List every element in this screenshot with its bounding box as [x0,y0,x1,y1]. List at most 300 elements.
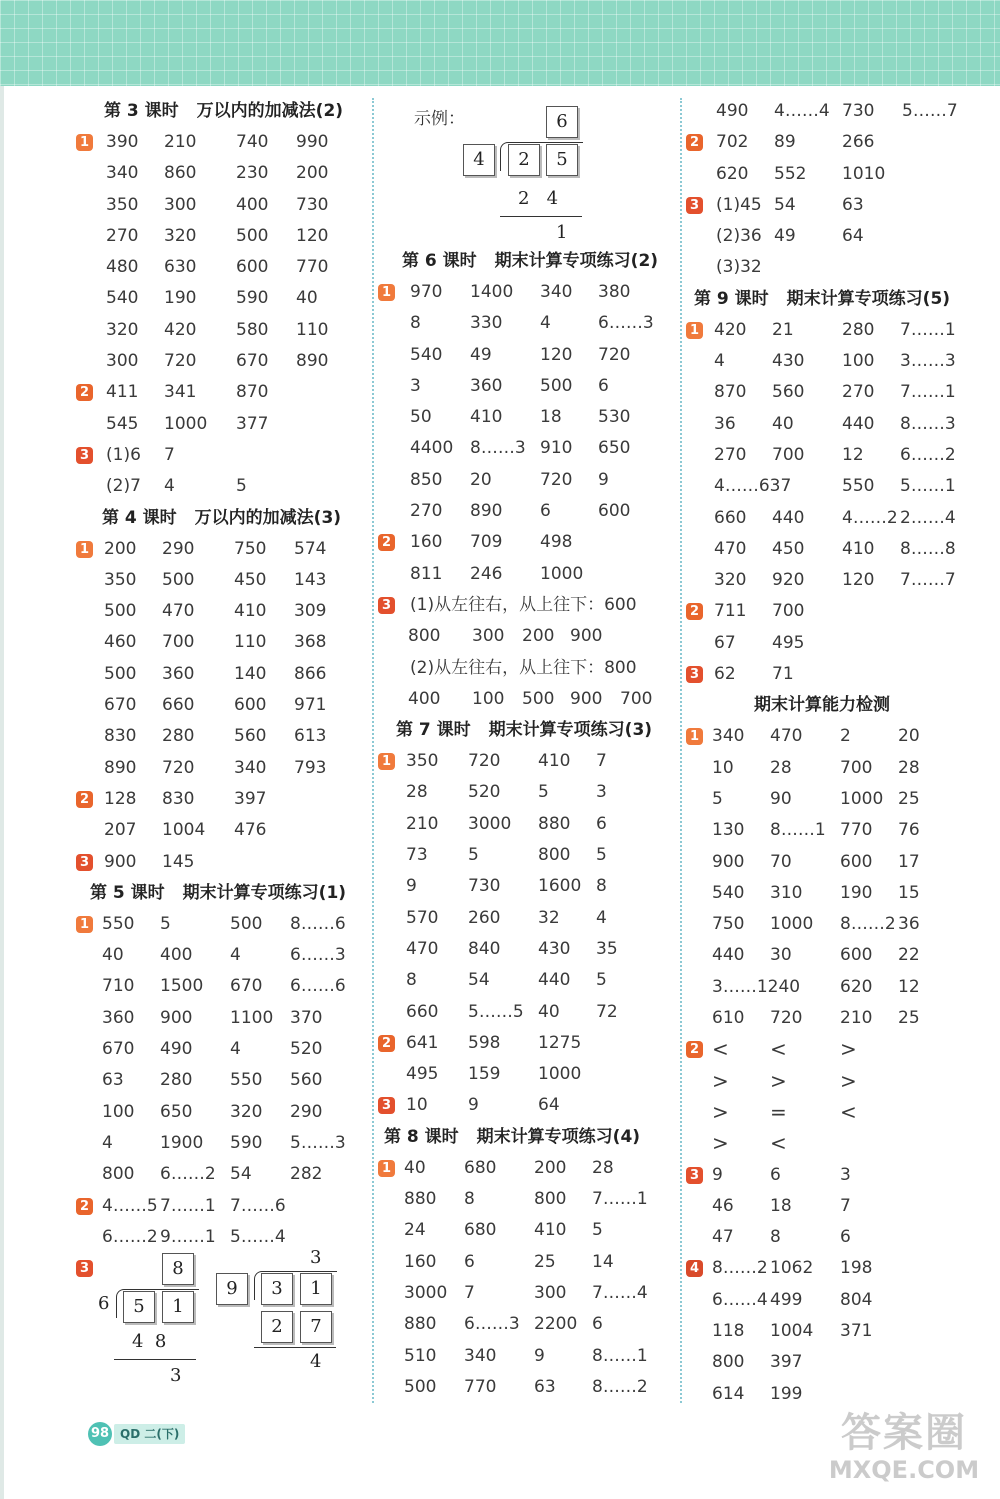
answer-cell: 730 [296,194,329,215]
lesson-8-title [378,1122,673,1153]
answer-cell: 410 [470,407,503,428]
question-number-badge: 1 [378,284,395,301]
answer-cell: 5 [712,788,723,809]
answer-cell: 540 [410,344,443,365]
answer-cell: 410 [842,538,875,559]
answer-cell: 390 [106,132,139,152]
answer-cell: 320 [164,225,197,246]
answer-row [686,440,986,471]
answer-cell: 270 [714,444,747,465]
answer-cell: 8……1 [592,1345,648,1366]
question-number-badge: 3 [686,197,703,214]
answer-cell: 9 [468,1095,479,1116]
answer-cell: 870 [714,382,747,403]
answer-cell: 270 [410,501,443,522]
top-grid-band [0,0,1000,86]
answer-cell: (2)36 [716,226,762,247]
answer-row [378,527,673,558]
answer-cell: 330 [470,313,503,334]
answer-cell: 500 [162,569,195,590]
answer-row [76,534,368,565]
answer-cell: 8……6 [290,913,346,934]
answer-row [378,840,673,871]
answer-cell: 340 [464,1345,497,1366]
answer-cell: (1)45 [716,194,762,215]
answer-cell: 620 [716,163,749,184]
answer-row [378,1153,673,1184]
answer-row [378,433,673,464]
answer-cell: 6……2 [900,444,956,465]
answer-cell: 5 [236,476,247,497]
answer-cell: 560 [290,1070,323,1091]
final-test-answers [686,721,986,1410]
answer-cell: 280 [842,319,875,340]
answer-cell: 5 [538,782,549,803]
answer-cell: < [770,1131,787,1156]
answer-cell: 5……3 [290,1132,346,1153]
answer-row [378,934,673,965]
answer-cell: 910 [540,438,573,459]
answer-row [378,371,673,402]
lesson-4-answers [76,534,368,878]
answer-cell: 410 [234,601,267,622]
answer-cell: 7……6 [230,1195,286,1216]
answer-cell: 510 [404,1345,437,1366]
answer-cell: 3……3 [900,351,956,372]
lesson-9-title [686,284,986,315]
answer-cell: 500 [540,375,573,396]
answer-row [378,1184,673,1215]
answer-row [686,190,986,221]
answer-cell: > [770,1068,787,1093]
division-product: 4 8 [132,1331,167,1353]
answer-cell: 118 [712,1320,745,1341]
answer-cell: 970 [410,282,443,302]
answer-cell: 380 [598,282,631,302]
answer-cell: 17 [898,851,920,872]
column-divider-2 [680,98,682,1403]
answer-text: (1)从左往右，从上往下：600 [410,594,637,615]
answer-cell: 470 [770,726,803,747]
answer-row [686,96,986,127]
answer-cell: 340 [106,163,139,184]
answer-cell: 711 [714,601,747,622]
answer-row [686,628,986,659]
answer-cell: 198 [840,1258,873,1279]
answer-cell: 35 [596,938,618,959]
lesson-topic: 万以内的加减法(2) [196,101,344,121]
answer-cell: 660 [714,507,747,528]
answer-cell: 190 [840,882,873,903]
answer-cell: 320 [714,570,747,591]
question-number-badge: 3 [686,1167,703,1184]
answer-cell: 6……2 [102,1226,158,1247]
answer-cell: 550 [230,1070,263,1091]
answer-cell: 5……1 [900,476,956,497]
answer-row [686,221,986,252]
answer-cell: 3 [410,375,421,396]
answer-cell: 397 [234,788,267,809]
answer-cell: 866 [294,663,327,684]
answer-cell: 880 [404,1189,437,1210]
answer-cell: 860 [164,163,197,184]
answer-row [686,409,986,440]
answer-cell: 420 [714,319,747,340]
answer-cell: 1000 [840,788,884,809]
answer-cell: 495 [772,632,805,653]
answer-row [378,496,673,527]
answer-row [76,1003,368,1034]
answer-cell: 9 [712,1164,723,1185]
answer-cell: 520 [468,782,501,803]
answer-cell: 900 [160,1007,193,1028]
lesson-label: 第 6 课时 [402,251,477,271]
answer-cell: 62 [714,664,736,685]
answer-cell: 500 [104,601,137,622]
answer-cell: 450 [772,538,805,559]
lesson-3-answers [76,127,368,503]
answer-row [686,1379,986,1410]
answer-cell: 400 [236,194,269,215]
answer-row [76,127,368,158]
answer-cell: 5……7 [902,101,958,121]
lesson-topic: 期末计算专项练习(5) [786,288,951,309]
lesson-label: 第 7 课时 [396,720,471,741]
answer-cell: 160 [404,1251,437,1272]
division-line [254,1347,336,1348]
question-number-badge: 1 [76,916,93,933]
answer-cell: 7 [464,1282,475,1303]
column-divider-1 [372,98,374,1403]
answer-cell: 990 [296,132,329,152]
answer-row [76,940,368,971]
answer-row [76,721,368,752]
answer-cell: 7 [840,1195,851,1216]
answer-cell: 6……4 [712,1289,768,1310]
division-dividend-box: 5 [123,1291,155,1323]
lesson-4-title [76,503,368,534]
answer-row [686,159,986,190]
question-number-badge: 3 [76,854,93,871]
question-number-badge: 2 [686,134,703,151]
answer-cell: 670 [104,695,137,716]
division-remainder: 3 [170,1365,182,1387]
answer-cell: 310 [770,882,803,903]
division-remainder: 4 [310,1351,322,1373]
answer-cell: 270 [842,382,875,403]
answer-cell: 340 [540,282,573,302]
answer-row [378,1247,673,1278]
answer-cell: 28 [406,782,428,803]
answer-row [76,346,368,377]
answer-cell: 8……3 [900,413,956,434]
answer-cell: 1000 [540,563,584,584]
answer-row [686,940,986,971]
division-remainder: 1 [556,222,568,243]
answer-cell: 709 [470,532,503,553]
answer-cell: 190 [164,288,197,309]
lesson-9-answers [686,315,986,691]
answer-cell: 28 [592,1157,614,1178]
answer-cell: 300 [106,351,139,372]
answer-row [378,340,673,371]
answer-cell: 25 [534,1251,556,1272]
answer-cell: 600 [840,851,873,872]
answer-cell: 24 [404,1220,426,1241]
answer-cell: 49 [470,344,492,365]
answer-cell: 54 [774,194,796,215]
example-division [378,96,673,246]
answer-cell: 598 [468,1032,501,1053]
answer-cell: 36 [714,413,736,434]
answer-cell: 4400 [410,438,454,459]
answer-cell: 368 [294,632,327,653]
answer-row [76,1097,368,1128]
answer-cell: 411 [106,382,139,403]
answer-row [378,997,673,1028]
answer-row [686,503,986,534]
answer-cell: 410 [534,1220,567,1241]
answer-cell: 800 [534,1189,567,1210]
answer-cell: 20 [470,469,492,490]
answer-cell: 600 [840,945,873,966]
answer-cell: 73 [406,845,428,866]
answer-cell: 270 [106,225,139,246]
answer-row [76,815,368,846]
question-number-badge: 1 [378,1160,395,1177]
answer-cell: 1000 [164,413,208,434]
answer-cell: 400 [160,945,193,966]
answer-cell: 1500 [160,976,204,997]
answer-cell: 4……2 [842,507,898,528]
answer-cell: 10 [712,757,734,778]
answer-cell: 590 [230,1132,263,1153]
answer-row [686,847,986,878]
answer-row [686,721,986,752]
answer-cell: 40 [772,413,794,434]
answer-cell: 320 [106,319,139,340]
answer-cell: 710 [102,976,135,997]
column-1 [76,96,368,1393]
answer-cell: 4 [164,476,175,497]
answer-cell: 12 [842,444,864,465]
answer-row [378,1309,673,1340]
answer-cell: 880 [538,813,571,834]
answer-cell: 3 [840,1164,851,1185]
answer-cell: 8 [410,313,421,334]
answer-cell: 720 [164,351,197,372]
answer-cell: 700 [162,632,195,653]
answer-cell: 971 [294,695,327,716]
division-divisor-box: 4 [463,144,495,176]
answer-cell: 70 [770,851,792,872]
answer-cell: 9 [406,876,417,897]
question-number-badge: 1 [76,134,93,151]
answer-cell: 246 [470,563,503,584]
answer-cell: 290 [162,538,195,559]
division-divisor: 6 [98,1293,110,1315]
answer-cell: 6 [596,813,607,834]
answer-cell: 64 [842,226,864,247]
answer-cell: 800 [408,626,441,647]
answer-cell: 160 [410,532,443,553]
answer-cell: 6 [770,1164,781,1185]
answer-cell: 440 [712,945,745,966]
answer-cell: 880 [404,1314,437,1335]
answer-row [686,565,986,596]
answer-cell: 6 [840,1227,851,1248]
answer-cell: 100 [472,688,505,709]
answer-cell: 560 [234,726,267,747]
division-quotient-box: 8 [162,1253,194,1285]
answer-cell: 4……4 [774,101,830,121]
answer-cell: 200 [534,1157,567,1178]
answer-cell: 110 [234,632,267,653]
lesson-label: 第 9 课时 [694,288,769,309]
answer-cell: 920 [772,570,805,591]
division-product-box: 2 [261,1311,293,1343]
answer-row [378,1278,673,1309]
answer-row [378,277,673,308]
answer-cell: 8……2 [840,914,896,935]
answer-cell: 28 [770,757,792,778]
answer-cell: 8 [596,876,607,897]
answer-cell: 650 [160,1101,193,1122]
page-number-badge: 98 [88,1422,112,1446]
answer-cell: 550 [842,476,875,497]
final-test-topic: 期末计算能力检测 [754,695,890,716]
answer-row [378,871,673,902]
answer-cell: 46 [712,1195,734,1216]
answer-cell: 143 [294,569,327,590]
answer-cell: 40 [296,288,318,309]
answer-cell: 4 [230,1039,241,1060]
answer-cell: 370 [290,1007,323,1028]
answer-cell: 700 [620,688,653,709]
answer-cell: 210 [840,1008,873,1029]
answer-cell: = [770,1099,787,1124]
answer-row [378,465,673,496]
column-2 [378,96,673,1403]
answer-cell: 9 [534,1345,545,1366]
answer-cell: 280 [162,726,195,747]
answer-cell: 660 [162,695,195,716]
answer-cell: 770 [840,820,873,841]
answer-cell: 25 [898,1008,920,1029]
answer-cell: 1004 [162,820,206,841]
answer-cell: 520 [290,1039,323,1060]
answer-row [686,471,986,502]
answer-cell: > [712,1068,729,1093]
answer-row [76,690,368,721]
answer-row [686,1003,986,1034]
answer-row [686,315,986,346]
answer-cell: 570 [406,907,439,928]
answer-cell: 770 [296,257,329,278]
answer-cell: 32 [538,907,560,928]
answer-cell: 6……2 [160,1164,216,1185]
answer-cell: 5……5 [468,1001,524,1022]
question-number-badge: 2 [686,603,703,620]
question-number-badge: 4 [686,1260,703,1277]
book-label: QD 二(下) [114,1424,185,1444]
answer-cell: 67 [714,632,736,653]
lesson-8-answers [378,1153,673,1403]
answer-cell: 210 [164,132,197,152]
answer-cell: 4 [596,907,607,928]
answer-row [378,1372,673,1403]
answer-cell: 7……1 [160,1195,216,1216]
answer-cell: 500 [230,913,263,934]
division-divisor-box: 9 [216,1273,248,1305]
question-number-badge: 2 [76,1198,93,1215]
answer-cell: 6……6 [290,976,346,997]
column-3 [686,96,986,1410]
answer-cell: 499 [770,1289,803,1310]
answer-cell: 18 [770,1195,792,1216]
answer-row [378,684,673,715]
answer-row [378,965,673,996]
answer-cell: 614 [712,1383,745,1404]
answer-cell: 63 [842,194,864,215]
answer-cell: 1275 [538,1032,582,1053]
answer-cell: 650 [598,438,631,459]
answer-cell: 341 [164,382,197,403]
answer-cell: 720 [468,751,501,772]
lesson-6-title [378,246,673,277]
answer-cell: 25 [898,788,920,809]
question-number-badge: 1 [76,541,93,558]
answer-row [378,308,673,339]
answer-cell: 800 [712,1352,745,1373]
answer-row [686,346,986,377]
answer-cell: 40 [404,1157,426,1178]
answer-cell: 850 [410,469,443,490]
watermark-line-1: 答案圈 [841,1410,967,1456]
answer-cell: 3 [596,782,607,803]
answer-cell: (2)7 [106,476,141,497]
lesson-label: 第 8 课时 [384,1126,459,1147]
division-product-box: 7 [300,1311,332,1343]
answer-cell: 830 [162,788,195,809]
answer-cell: 7……1 [592,1189,648,1210]
answer-row [76,971,368,1002]
answer-cell: 100 [102,1101,135,1122]
answer-cell: 21 [772,319,794,340]
lesson-5-q3-division [76,1247,368,1393]
division-dividend-box: 1 [300,1273,332,1305]
answer-cell: 400 [408,688,441,709]
answer-cell: 830 [104,726,137,747]
answer-row [378,1028,673,1059]
division-dividend-box: 5 [546,144,578,176]
answer-cell: 540 [106,288,139,309]
question-number-badge: 3 [378,597,395,614]
answer-cell: 7……1 [900,382,956,403]
lesson-label: 第 3 课时 [104,101,179,121]
answer-cell: 2200 [534,1314,578,1335]
answer-row [686,1191,986,1222]
answer-cell: 1062 [770,1258,814,1279]
answer-cell: 290 [290,1101,323,1122]
answer-cell: 720 [162,757,195,778]
question-number-badge: 1 [378,753,395,770]
answer-cell: 900 [570,626,603,647]
answer-cell: 350 [406,751,439,772]
answer-cell: 200 [296,163,329,184]
answer-cell: 47 [712,1227,734,1248]
question-number-badge: 2 [76,384,93,401]
